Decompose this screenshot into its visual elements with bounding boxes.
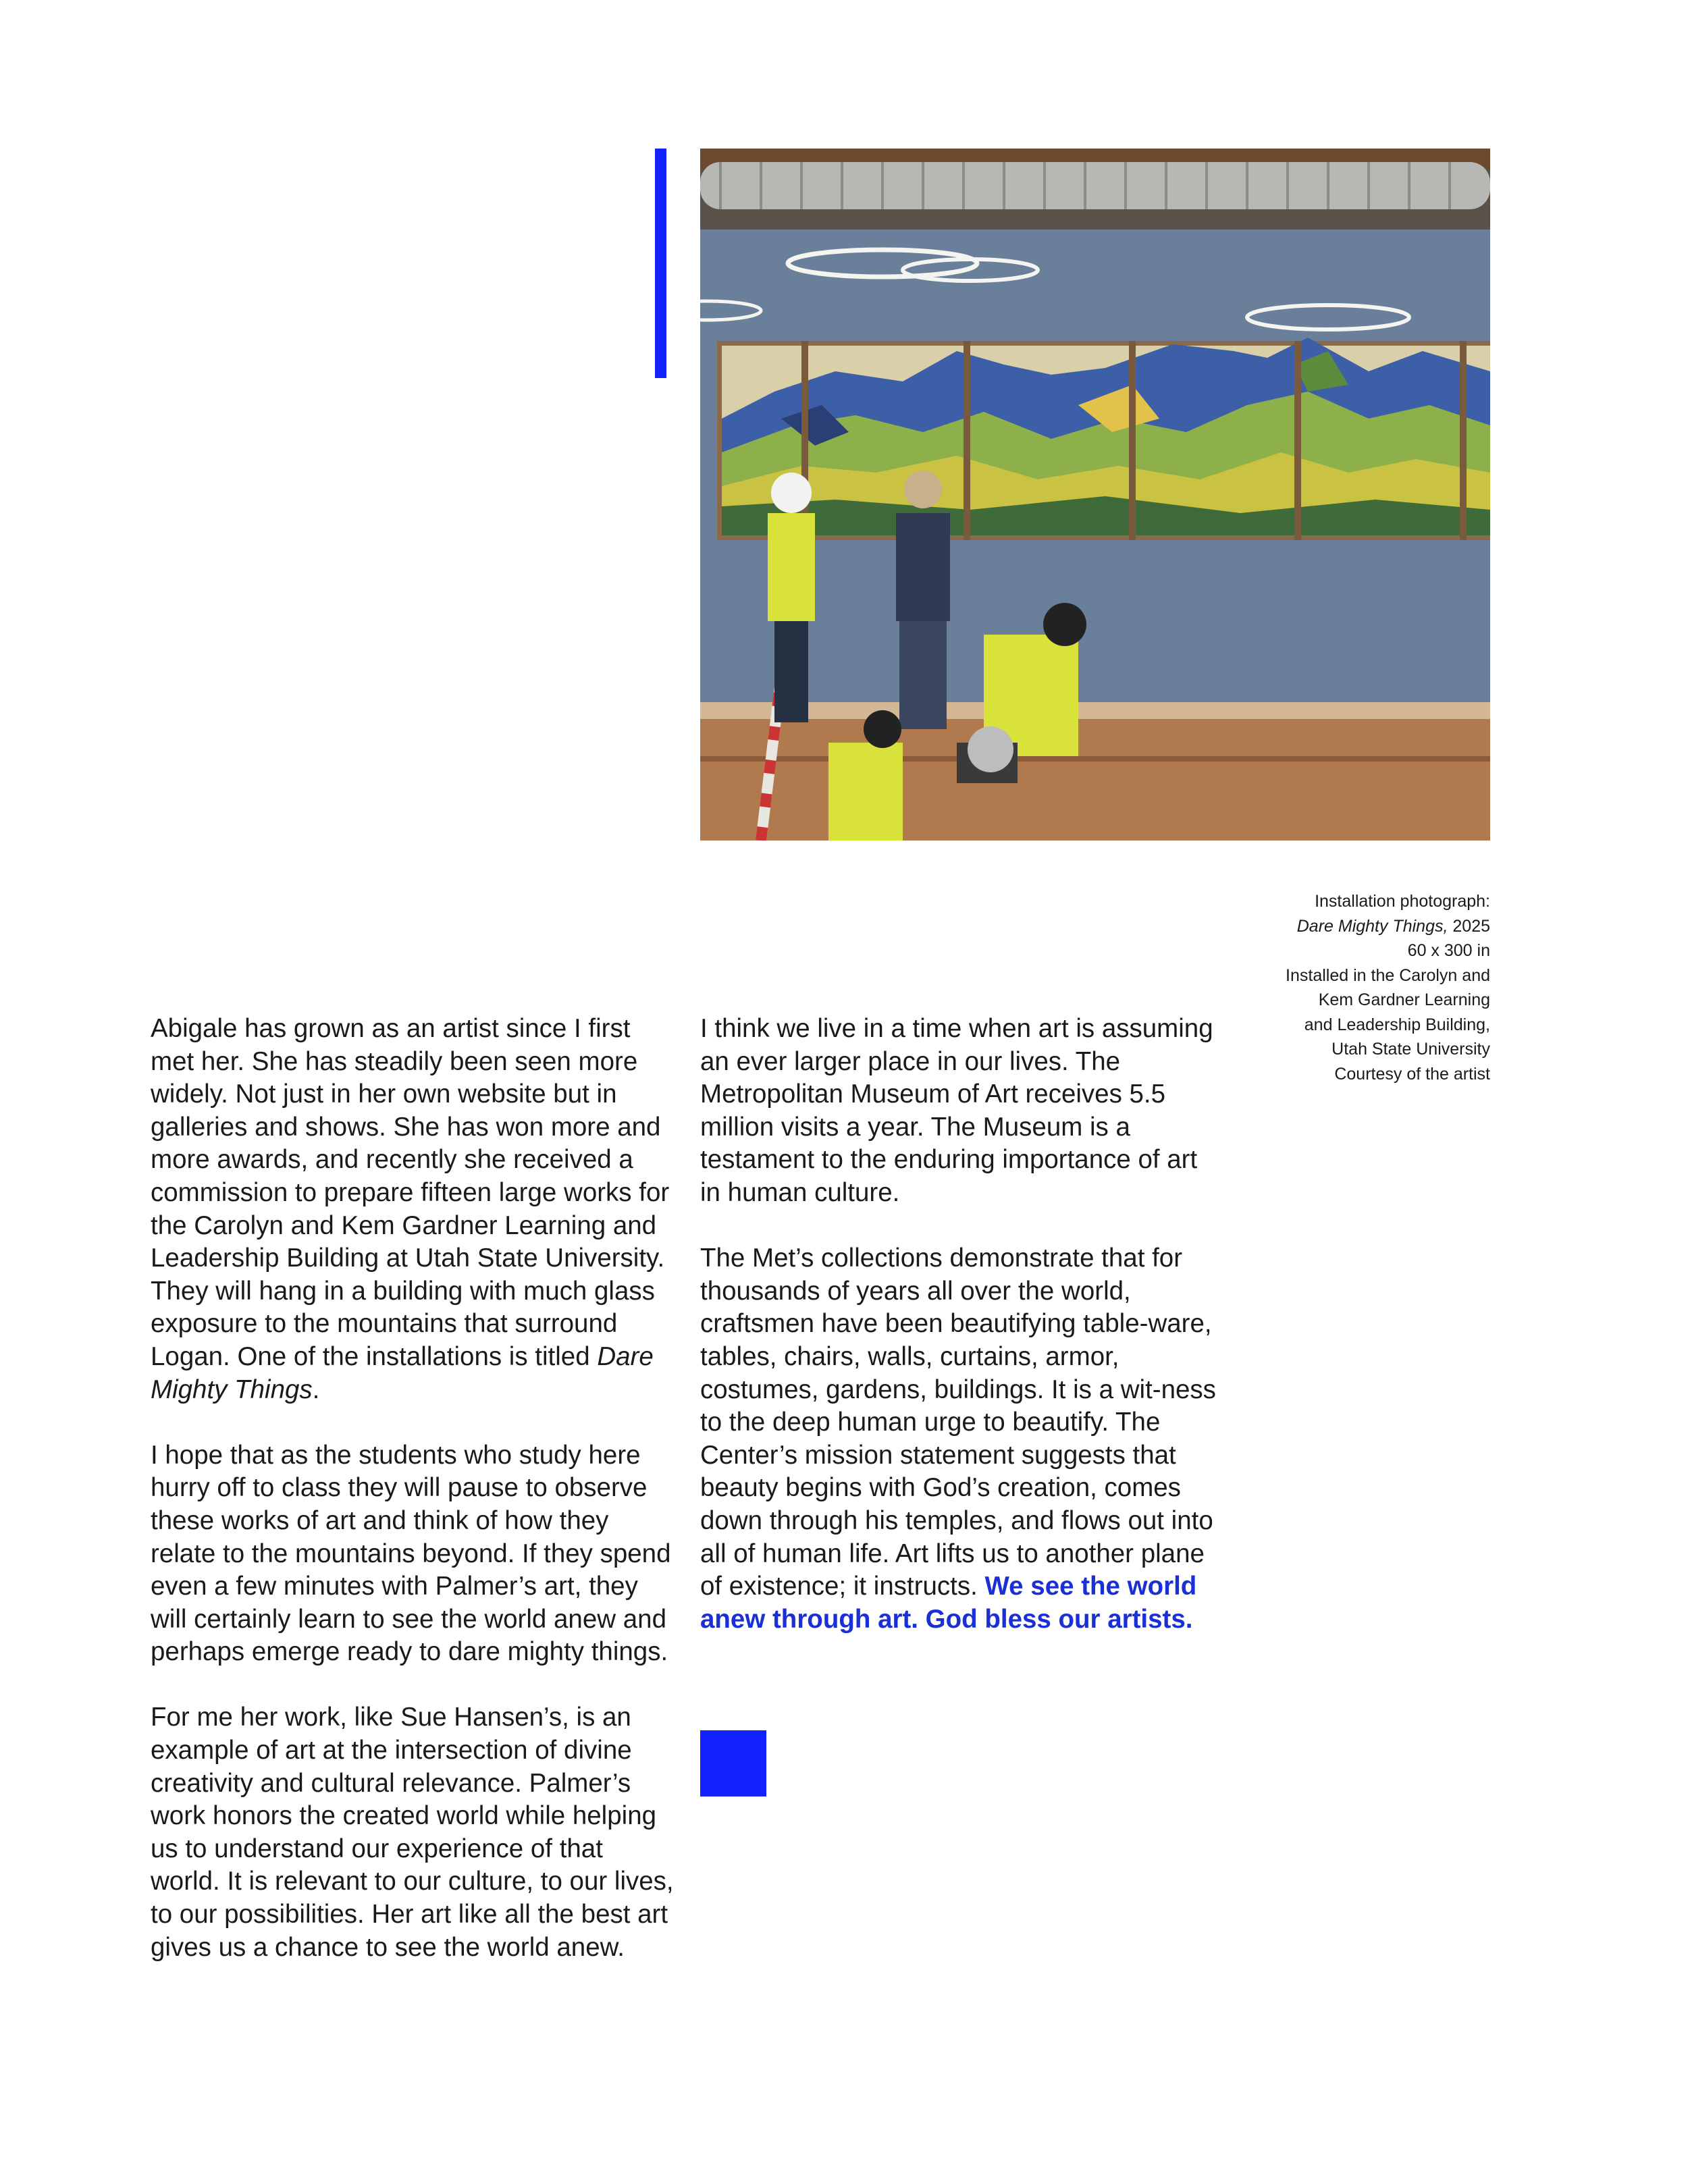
right-column [700,1013,1223,1669]
highlight-quote: We see the world anew through art. God bless our artists. [700,1572,1197,1634]
paragraph-end: . [312,1375,320,1404]
caption-line: 60 x 300 in [1407,941,1490,960]
photo-caption [1207,889,1490,1086]
accent-bar [655,149,666,378]
left-column [151,1013,674,1997]
paragraph-text: The Met’s collections demonstrate that for thousands of years all over the world, craftsmen have been beautifying table-ware, tables, chairs, walls, curtains, armor, costumes, gardens, buildings. It is a wit-ness to the deep human urge to beautify. The Center’s mission statement suggests that beauty begins with God’s creation, comes down through his temples, and flows out into all of human life. Art lifts us to another plane of existence; it instructs. [700,1244,1216,1601]
caption-title-line [1207,914,1490,939]
caption-line: Utah State University [1331,1040,1490,1059]
caption-line: Installation photograph: [1315,892,1490,911]
paragraph [151,1013,674,1406]
paragraph: I think we live in a time when art is assuming an ever larger place in our lives. The Metropolitan Museum of Art receives 5.5 million visits a year. The Museum is a testament to the enduring importance of art in human culture. [700,1014,1213,1207]
caption-year: 2025 [1448,916,1490,936]
caption-title: Dare Mighty Things, [1296,916,1448,936]
blue-square-decoration [700,1730,766,1796]
caption-line: and Leadership Building, [1304,1015,1490,1034]
caption-line: Kem Gardner Learning [1318,990,1490,1009]
paragraph [700,1242,1223,1636]
paragraph-text: Abigale has grown as an artist since I first met her. She has steadily been seen more widely. Not just in her own website but in galleries and shows. She has won more and more awards, and recently she received a commission to prepare fifteen large works for the Carolyn and Kem Gardner Learning and Leadership Building at Utah State University. They will hang in a building with much glass exposure to the mountains that surround Logan. One of the installations is titled [151,1014,670,1371]
paragraph: For me her work, like Sue Hansen’s, is an example of art at the intersection of divine creativity and cultural relevance. Palmer’s work honors the created world while helping us to understand our experience of that world. It is relevant to our culture, to our lives, to our possibilities. Her art like all the best art gives us a chance to see the world anew. [151,1703,674,1962]
caption-line: Courtesy of the artist [1334,1064,1490,1084]
caption-line: Installed in the Carolyn and [1286,965,1490,985]
artwork-title: Dare Mighty Things [151,1341,654,1404]
installation-photo [700,149,1490,841]
paragraph: I hope that as the students who study here hurry off to class they will pause to observe these works of art and think of how they relate to the mountains beyond. If they spend even a few minutes with Palmer’s art, they will certainly learn to see the world anew and perhaps emerge ready to dare mighty things. [151,1440,671,1667]
